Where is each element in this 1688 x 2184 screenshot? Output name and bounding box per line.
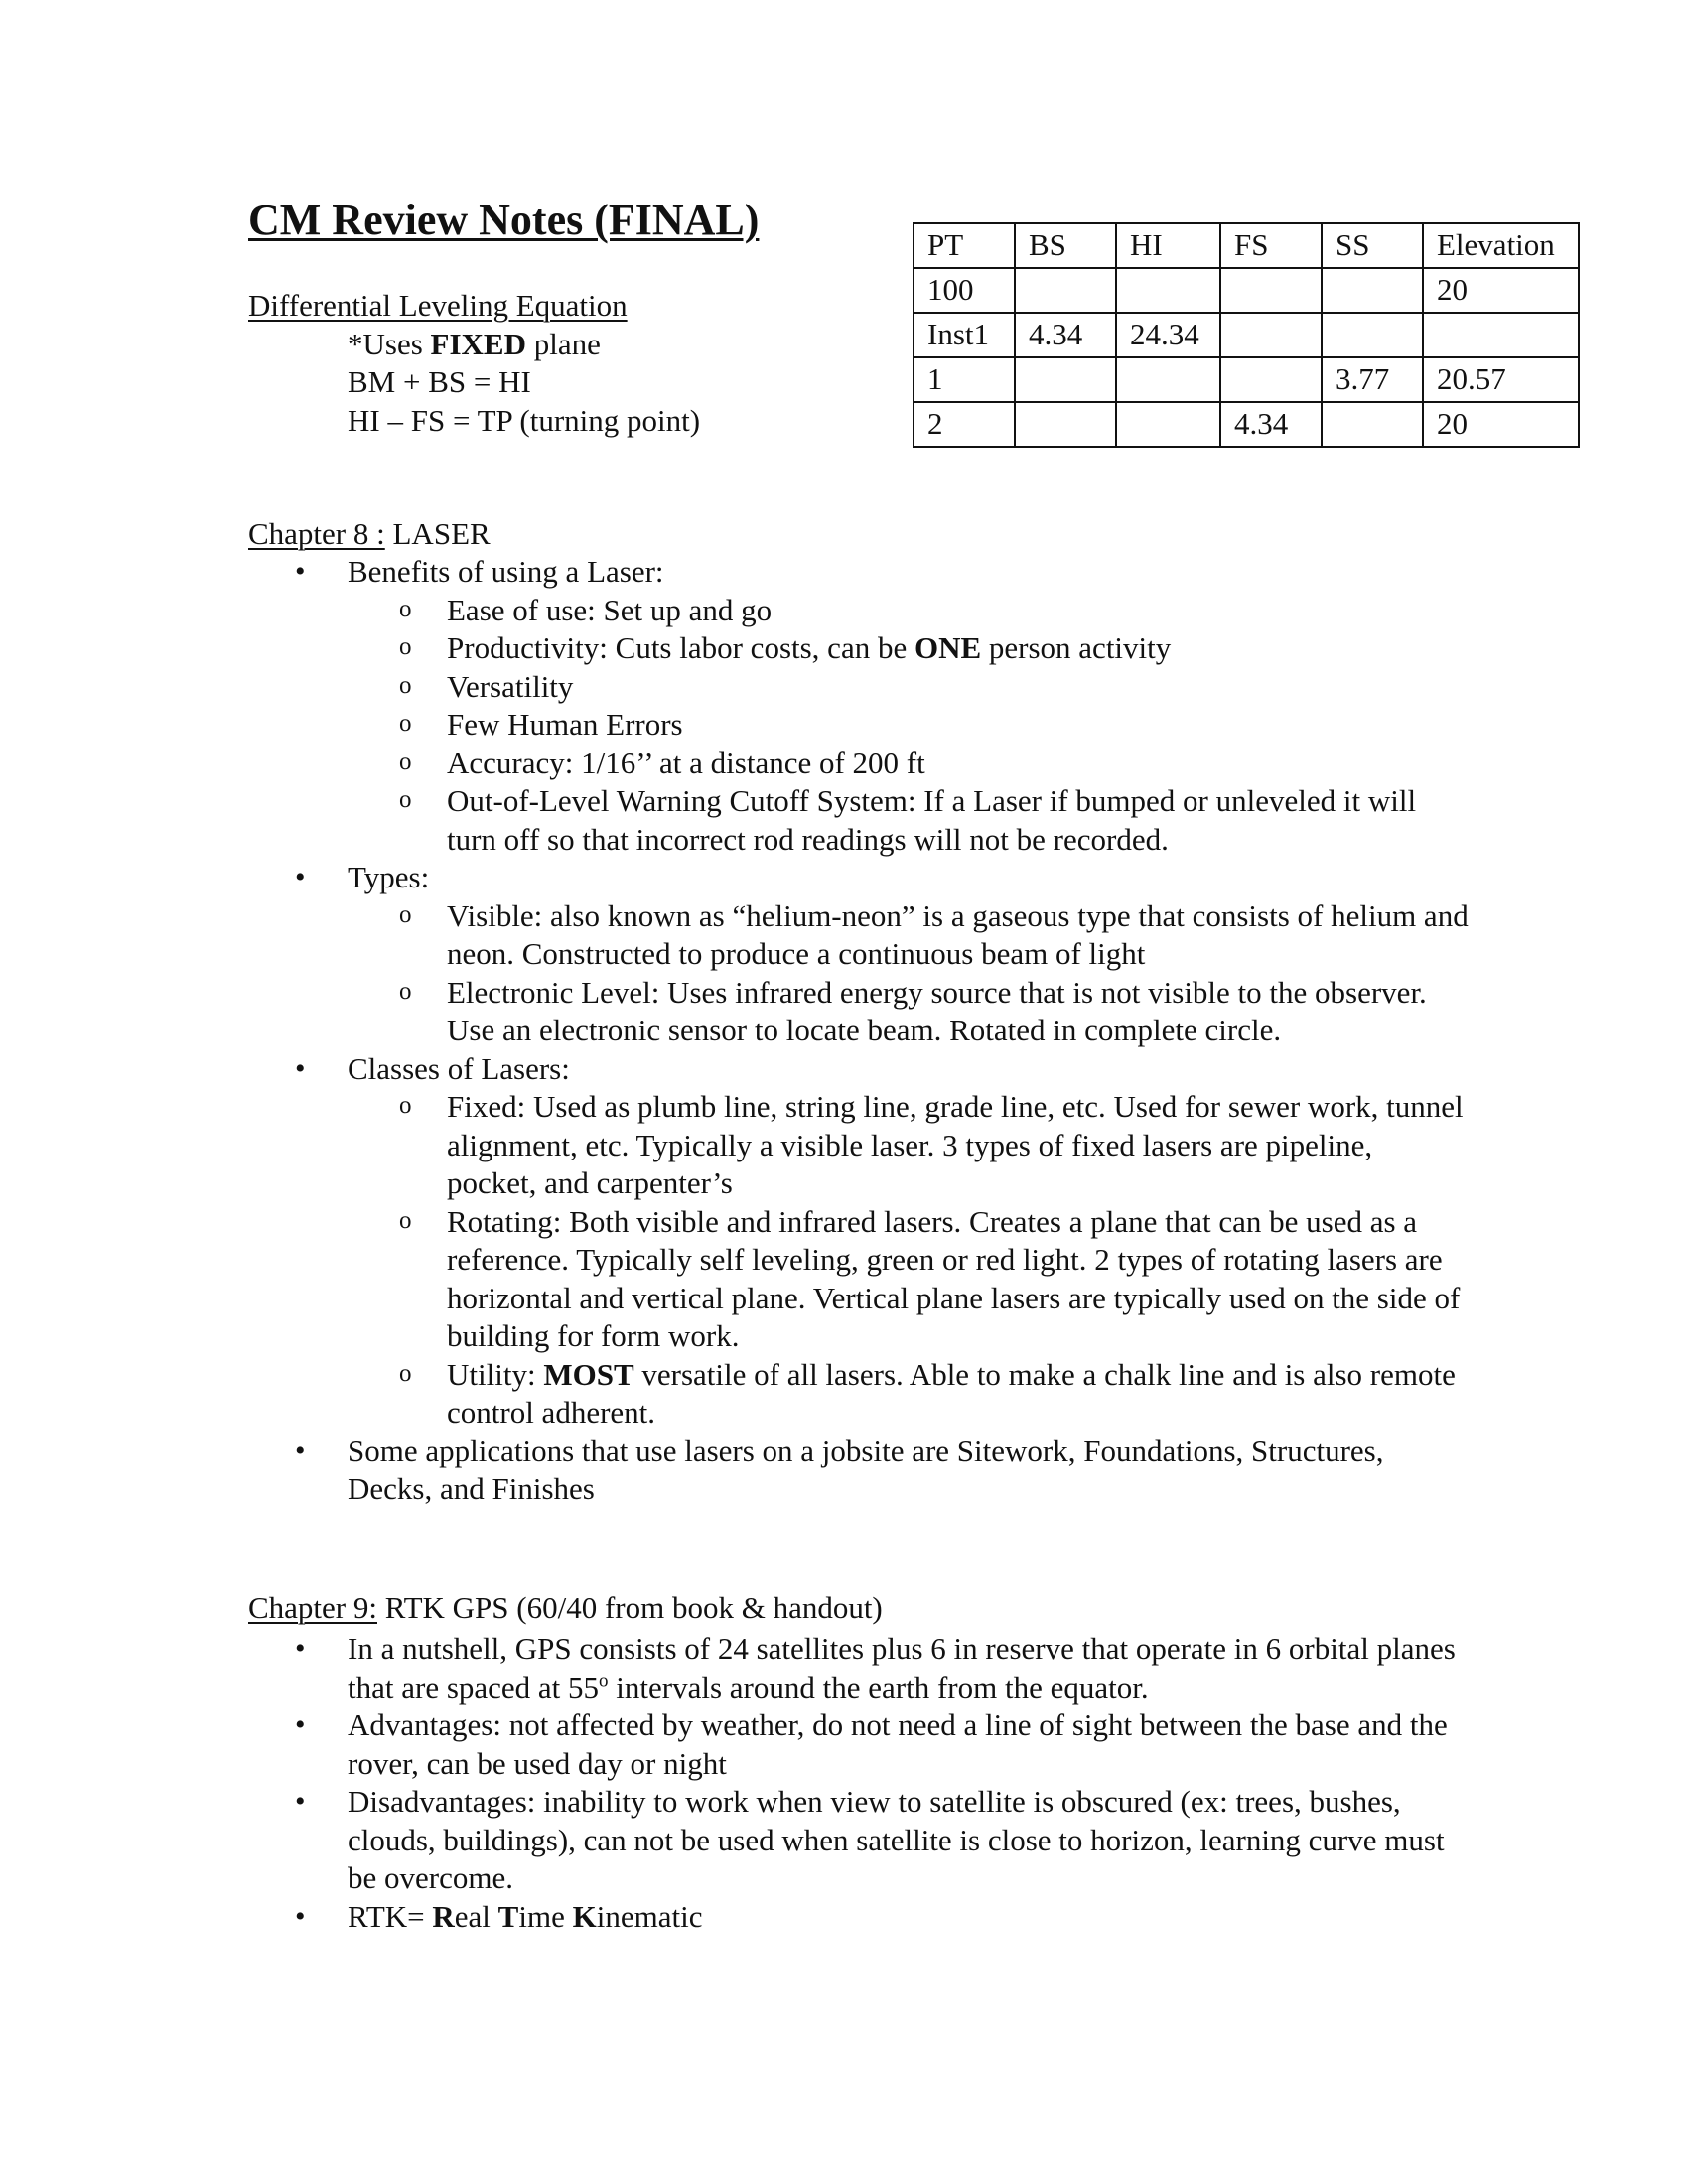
table-cell: 24.34 — [1116, 313, 1220, 357]
table-row — [914, 402, 1579, 447]
chapter-8-heading: Chapter 8 : LASER — [248, 516, 491, 551]
leveling-line: BM + BS = HI — [348, 364, 531, 399]
sub-list-item: o Out-of-Level Warning Cutoff System: If a Laser if bumped or unleveled it will turn off so that incorrect rod readings will not be recorded. — [348, 782, 1470, 859]
list-item: • Some applications that use lasers on a jobsite are Sitework, Foundations, Structures, Decks, and Finishes — [248, 1433, 1470, 1509]
table-header-cell: BS — [1015, 223, 1116, 268]
table-cell: 20.57 — [1423, 357, 1579, 402]
table-cell: Inst1 — [914, 313, 1015, 357]
table-cell: 20 — [1423, 268, 1579, 313]
table-cell — [1423, 313, 1579, 357]
table-cell — [1116, 268, 1220, 313]
table-cell — [1220, 357, 1322, 402]
table-cell: 20 — [1423, 402, 1579, 447]
leveling-line: HI – FS = TP (turning point) — [348, 402, 701, 438]
sub-list-item: o Versatility — [348, 668, 1470, 707]
list-item: • Disadvantages: inability to work when view to satellite is obscured (ex: trees, bushes, clouds, buildings), can not be used when satellite is close to horizon, learning curve must be overcome. — [248, 1783, 1470, 1898]
table-cell: 2 — [914, 402, 1015, 447]
sub-list-item: o Ease of use: Set up and go — [348, 592, 1470, 630]
table-cell: 4.34 — [1015, 313, 1116, 357]
sub-list — [348, 592, 1470, 860]
table-cell — [1322, 313, 1423, 357]
table-row — [914, 313, 1579, 357]
sub-list-item: o Utility: MOST versatile of all lasers. Able to make a chalk line and is also remote control adherent. — [348, 1356, 1470, 1433]
table-cell — [1220, 268, 1322, 313]
table-cell — [1116, 357, 1220, 402]
table-cell — [1322, 268, 1423, 313]
sub-list-item: o Productivity: Cuts labor costs, can be ONE person activity — [348, 629, 1470, 668]
table-cell — [1015, 402, 1116, 447]
table-row — [914, 357, 1579, 402]
table-cell — [1220, 313, 1322, 357]
page-title: CM Review Notes (FINAL) — [248, 196, 760, 244]
sub-list-item: o Visible: also known as “helium-neon” is a gaseous type that consists of helium and neon. Constructed to produce a continuous beam of light — [348, 897, 1470, 974]
table-header-cell: PT — [914, 223, 1015, 268]
sub-list — [348, 1088, 1470, 1433]
table-header-cell: Elevation — [1423, 223, 1579, 268]
leveling-table — [913, 222, 1580, 448]
table-cell — [1116, 402, 1220, 447]
leveling-section — [248, 287, 700, 440]
chapter-8-list — [248, 553, 1470, 1509]
chapter-9-heading: Chapter 9: RTK GPS (60/40 from book & handout) — [248, 1590, 883, 1625]
table-cell: 100 — [914, 268, 1015, 313]
sub-list-item: o Accuracy: 1/16’’ at a distance of 200 ft — [348, 745, 1470, 783]
chapter-9-list — [248, 1630, 1470, 1936]
leveling-heading: Differential Leveling Equation — [248, 288, 628, 323]
table-header-row — [914, 223, 1579, 268]
table-header-cell: FS — [1220, 223, 1322, 268]
list-item: • Types: o Visible: also known as “helium-neon” is a gaseous type that consists of helium and neon. Constructed to produce a continuous beam of light o Electronic Level: Uses infrared energy source that is not visible to the observer. Use an electronic sensor to locate beam. Rotated in complete circle. — [248, 859, 1470, 1050]
list-item: • RTK= Real Time Kinematic — [248, 1898, 1470, 1937]
table-cell: 1 — [914, 357, 1015, 402]
table-header-cell: HI — [1116, 223, 1220, 268]
leveling-line: *Uses FIXED plane — [348, 326, 601, 361]
table-cell: 4.34 — [1220, 402, 1322, 447]
sub-list-item: o Few Human Errors — [348, 706, 1470, 745]
table-cell — [1015, 268, 1116, 313]
list-item: • Advantages: not affected by weather, do not need a line of sight between the base and the rover, can be used day or night — [248, 1706, 1470, 1783]
table-row — [914, 268, 1579, 313]
table-cell — [1322, 402, 1423, 447]
table-header-cell: SS — [1322, 223, 1423, 268]
sub-list-item: o Fixed: Used as plumb line, string line, grade line, etc. Used for sewer work, tunnel alignment, etc. Typically a visible laser. 3 types of fixed lasers are pipeline, pocket, and carpenter’s — [348, 1088, 1470, 1203]
list-item: • Benefits of using a Laser: o Ease of use: Set up and go o Productivity: Cuts labor costs, can be ONE person activity o Versatility o Few Human Errors o Accuracy: 1/16’’ at a distance of 200 ft o Out-of-Level Warning Cutoff System: If a Laser if bumped or unleveled it will turn off so that incorrect rod readings will not be recorded. — [248, 553, 1470, 859]
table-cell — [1015, 357, 1116, 402]
sub-list-item: o Rotating: Both visible and infrared lasers. Creates a plane that can be used as a reference. Typically self leveling, green or red light. 2 types of rotating lasers are horizontal and vertical plane. Vertical plane lasers are typically used on the side of building for form work. — [348, 1203, 1470, 1356]
table-cell: 3.77 — [1322, 357, 1423, 402]
list-item: • In a nutshell, GPS consists of 24 satellites plus 6 in reserve that operate in 6 orbital planes that are spaced at 55$^o$ intervals around the earth from the equator. — [248, 1630, 1470, 1706]
list-item: • Classes of Lasers: o Fixed: Used as plumb line, string line, grade line, etc. Used for sewer work, tunnel alignment, etc. Typically a visible laser. 3 types of fixed lasers are pipeline, pocket, and carpenter’s o Rotating: Both visible and infrared lasers. Creates a plane that can be used as a reference. Typically self leveling, green or red light. 2 types of rotating lasers are horizontal and vertical plane. Vertical plane lasers are typically used on the side of building for form work. o Utility: MOST versatile of all lasers. Able to make a chalk line and is also remote control adherent. — [248, 1050, 1470, 1433]
sub-list — [348, 897, 1470, 1050]
sub-list-item: o Electronic Level: Uses infrared energy source that is not visible to the observer. Use an electronic sensor to locate beam. Rotated in complete circle. — [348, 974, 1470, 1050]
